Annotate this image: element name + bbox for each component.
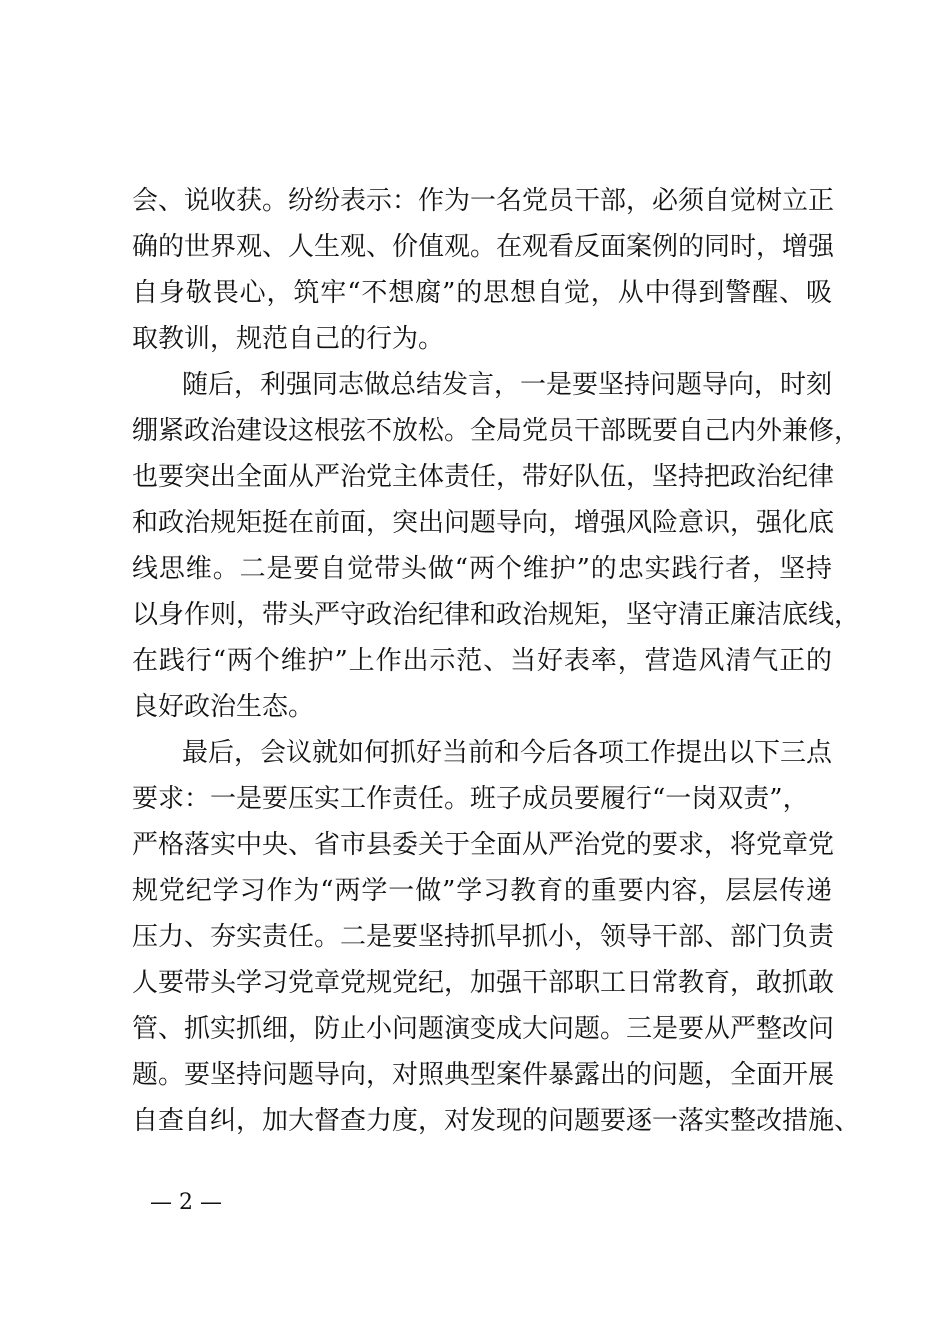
- paragraph-1-line-3: 自身敬畏心，筑牢“不想腐”的思想自觉，从中得到警醒、吸: [132, 278, 832, 308]
- body-text: [132, 178, 861, 1144]
- paragraph-3-line-2: 要求：一是要压实工作责任。班子成员要履行“一岗双责”，: [132, 784, 809, 814]
- paragraph-3-line-7: 管、抓实抓细，防止小问题演变成大问题。三是要从严整改问: [132, 1014, 835, 1044]
- paragraph-2-line-4: 和政治规矩挺在前面，突出问题导向，增强风险意识，强化底: [132, 508, 835, 538]
- paragraph-3-line-8: 题。要坚持问题导向，对照典型案件暴露出的问题，全面开展: [132, 1060, 835, 1090]
- paragraph-1-line-2: 确的世界观、人生观、价值观。在观看反面案例的同时，增强: [132, 232, 835, 262]
- paragraph-2-line-6: 以身作则，带头严守政治纪律和政治规矩，坚守清正廉洁底线，: [132, 600, 861, 630]
- paragraph-2-line-1: 随后，利强同志做总结发言，一是要坚持问题导向，时刻: [182, 370, 833, 400]
- paragraph-1-line-1: 会、说收获。纷纷表示：作为一名党员干部，必须自觉树立正: [132, 186, 835, 216]
- paragraph-2-line-8: 良好政治生态。: [132, 692, 315, 722]
- page-number: — 2 —: [150, 1190, 222, 1215]
- paragraph-3-line-1: 最后，会议就如何抓好当前和今后各项工作提出以下三点: [182, 738, 833, 768]
- paragraph-3-line-3: 严格落实中央、省市县委关于全面从严治党的要求，将党章党: [132, 830, 835, 860]
- paragraph-2-line-2: 绷紧政治建设这根弦不放松。全局党员干部既要自己内外兼修，: [132, 416, 861, 446]
- paragraph-1-line-4: 取教训，规范自己的行为。: [132, 324, 445, 354]
- paragraph-2-line-3: 也要突出全面从严治党主体责任，带好队伍，坚持把政治纪律: [132, 462, 835, 492]
- paragraph-3-line-9: 自查自纠，加大督查力度，对发现的问题要逐一落实整改措施、: [132, 1106, 861, 1136]
- paragraph-3-line-5: 压力、夯实责任。二是要坚持抓早抓小，领导干部、部门负责: [132, 922, 835, 952]
- paragraph-3-line-6: 人要带头学习党章党规党纪，加强干部职工日常教育，敢抓敢: [132, 968, 835, 998]
- paragraph-2-line-7: 在践行“两个维护”上作出示范、当好表率，营造风清气正的: [132, 646, 832, 676]
- paragraph-2-line-5: 线思维。二是要自觉带头做“两个维护”的忠实践行者，坚持: [132, 554, 832, 584]
- paragraph-3-line-4: 规党纪学习作为“两学一做”学习教育的重要内容，层层传递: [132, 876, 832, 906]
